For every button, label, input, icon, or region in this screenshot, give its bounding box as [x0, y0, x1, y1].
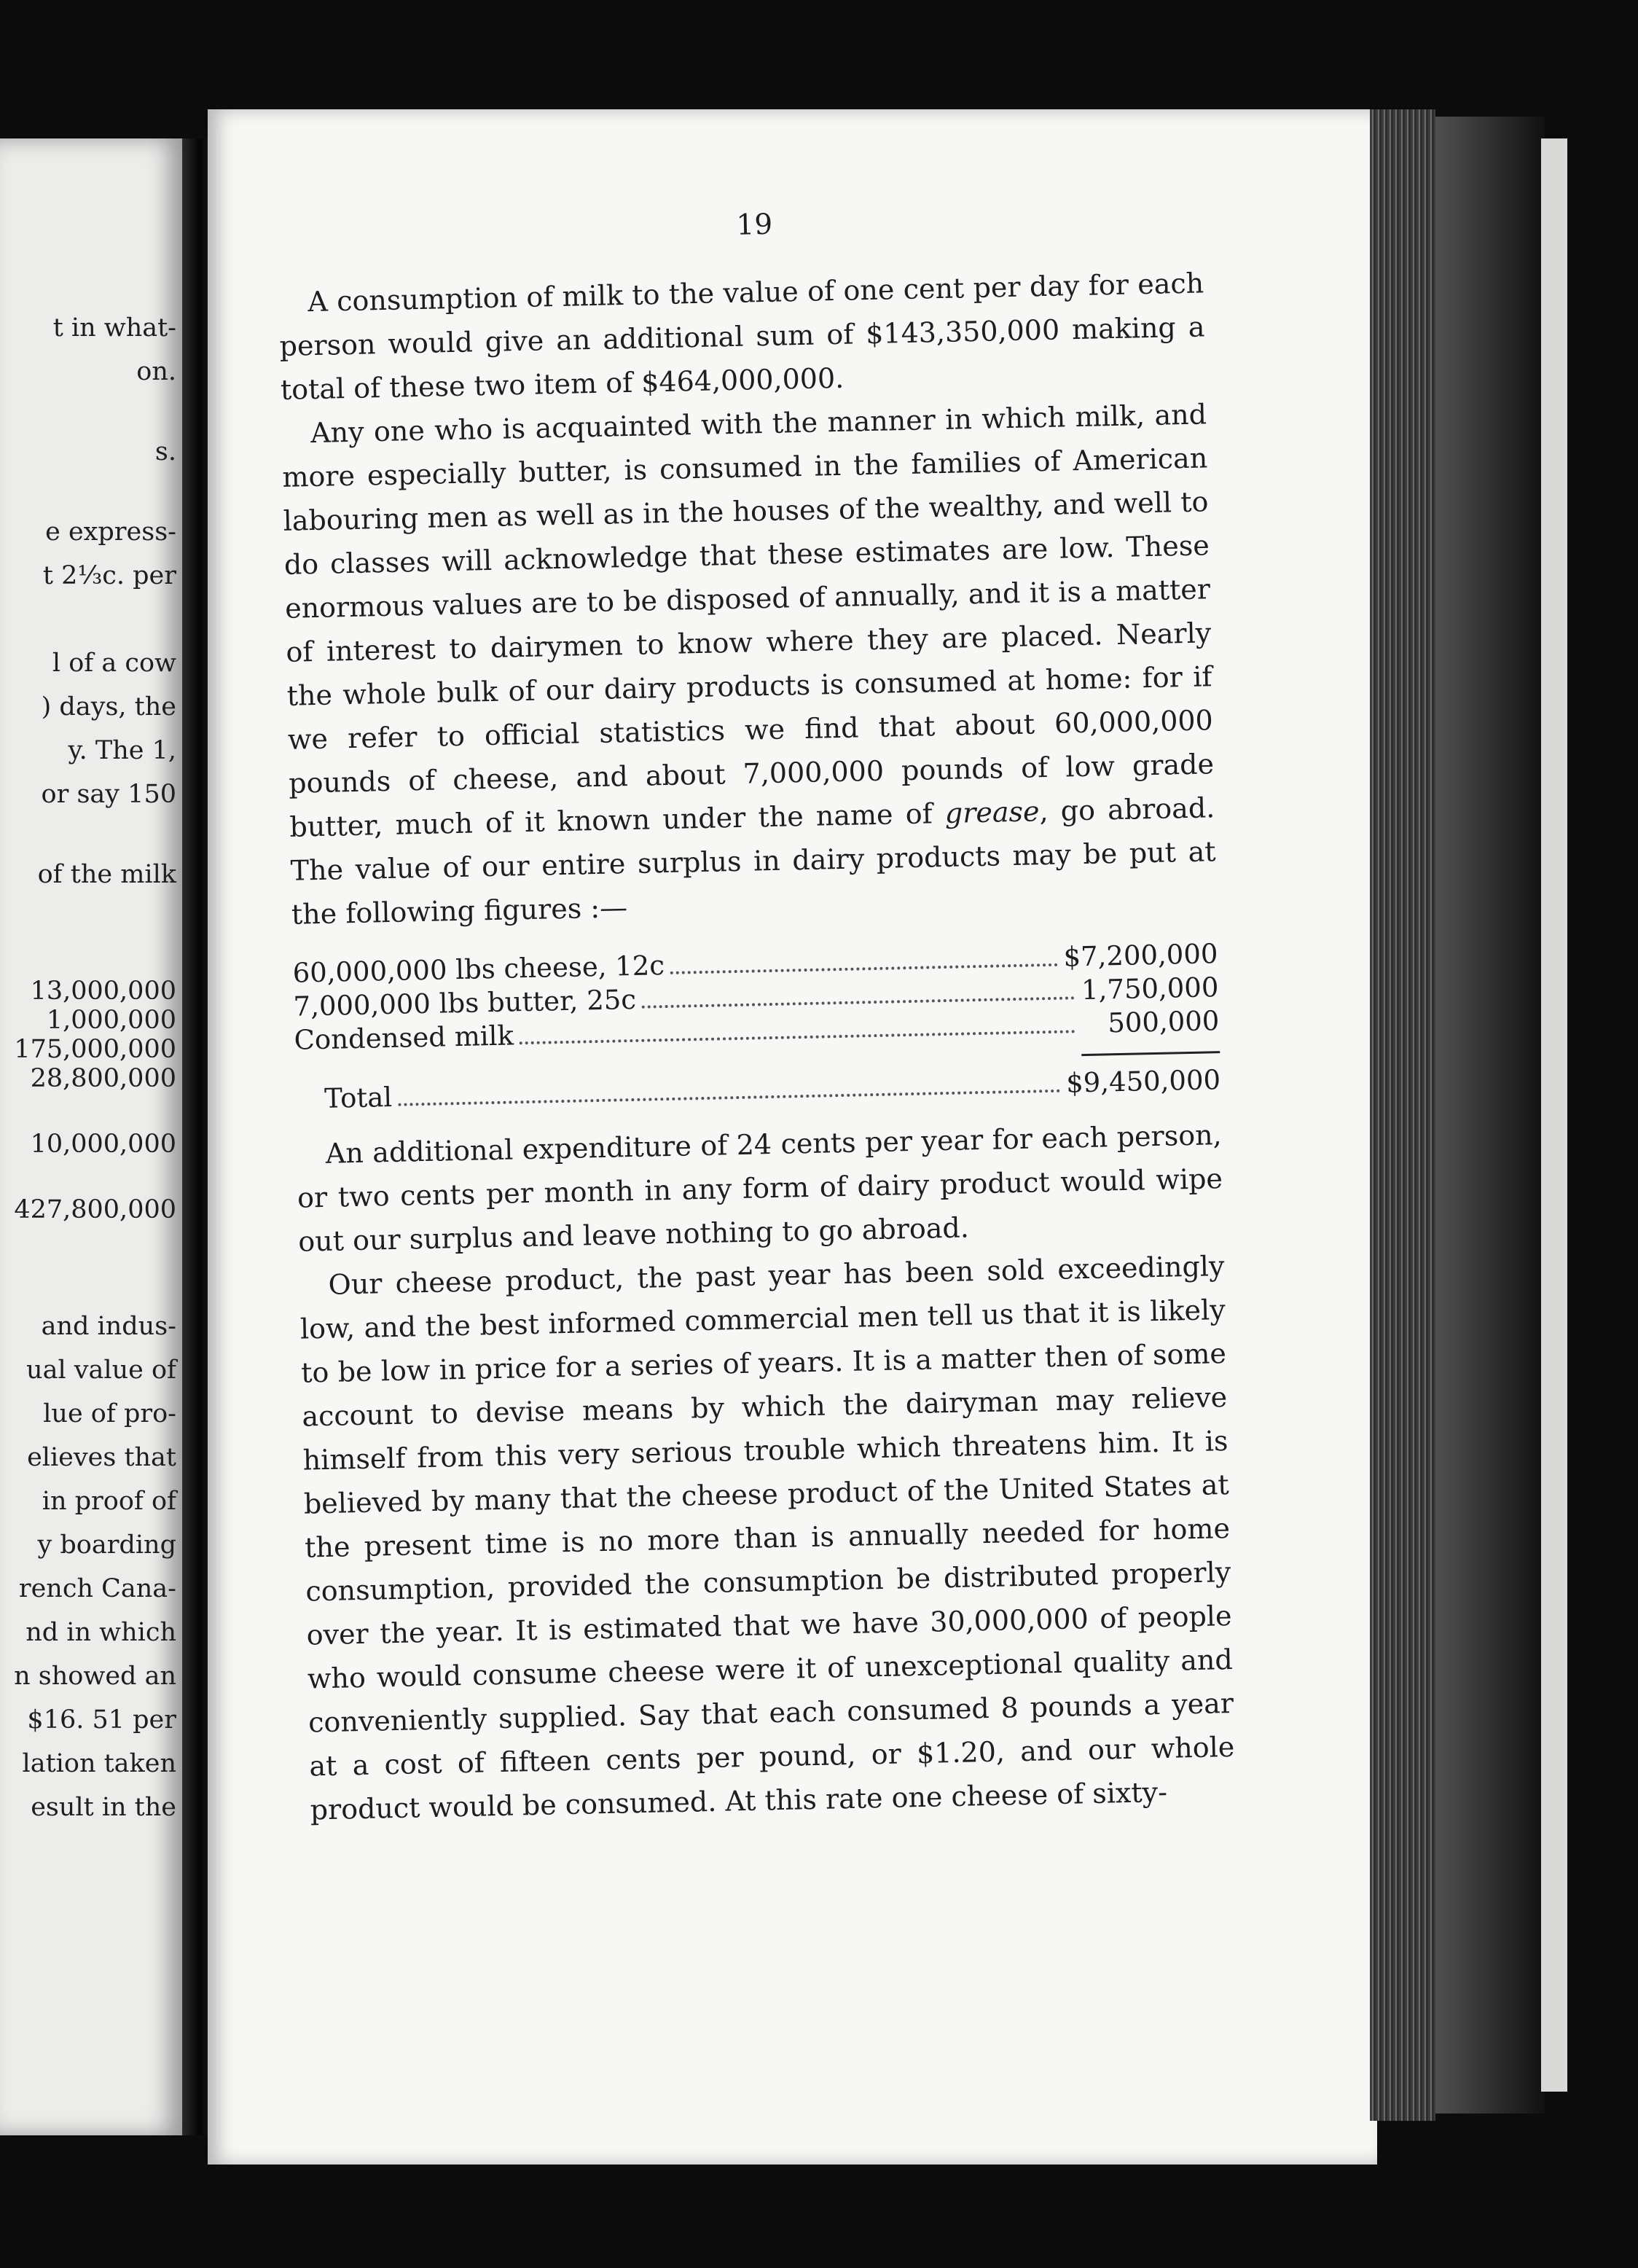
total-label: Total — [324, 1081, 393, 1114]
row-label: 7,000,000 lbs butter, 25c — [293, 983, 637, 1022]
left-fragment: 28,800,000 — [30, 1064, 176, 1093]
left-fragment: l of a cow — [52, 649, 176, 678]
row-value: 1,750,000 — [1081, 971, 1219, 1006]
left-fragment: lue of pro- — [43, 1399, 176, 1428]
page-content — [277, 199, 1236, 1831]
paragraph — [281, 392, 1218, 936]
left-fragment: esult in the — [31, 1793, 176, 1822]
left-fragment: rench Cana- — [18, 1574, 176, 1603]
left-page-fragment — [0, 138, 182, 2135]
left-fragment: t in what- — [52, 313, 176, 343]
left-fragment: t 2⅓c. per — [42, 561, 176, 590]
left-fragment: on. — [136, 357, 176, 386]
book-cover — [1435, 117, 1545, 2113]
left-fragment: ual value of — [26, 1356, 176, 1385]
paragraph: An additional expenditure of 24 cents per year for each person, or two cents per month in any form of dairy product would wipe out our surplus and leave nothing to go abroad. — [297, 1119, 1223, 1258]
left-fragment: of the milk — [37, 860, 176, 889]
left-fragment: 10,000,000 — [30, 1130, 176, 1159]
left-fragment: e express- — [45, 517, 176, 547]
left-fragment: 175,000,000 — [14, 1035, 176, 1064]
left-fragment: y. The 1, — [68, 736, 176, 765]
leader-dots — [398, 1090, 1060, 1106]
row-label: 60,000,000 lbs cheese, 12c — [292, 950, 665, 989]
paragraph: A consumption of milk to the value of one cent per day for each person would give an additional sum of $143,350,000 making a total of these two item of $464,000,000. — [279, 267, 1205, 406]
row-label: Condensed milk — [294, 1020, 514, 1056]
book-gutter — [182, 138, 211, 2135]
sum-rule — [1081, 1051, 1220, 1056]
row-value: $7,200,000 — [1063, 938, 1218, 973]
left-fragment: nd in which — [26, 1618, 176, 1647]
left-fragment: in proof of — [42, 1487, 176, 1516]
left-fragment: ) days, the — [41, 692, 176, 722]
left-fragment: and indus- — [41, 1312, 176, 1341]
leader-dots — [520, 1030, 1075, 1044]
left-fragment: 13,000,000 — [30, 977, 176, 1006]
left-fragment: n showed an — [14, 1662, 176, 1691]
left-fragment: s. — [154, 437, 176, 466]
paragraph-text: Any one who is acquainted with the manner in which milk, and more especially butter, is consumed in the families of American labouring men as well as in the houses of the wealthy, and well to do classes will acknowledge that these estimates are low. These enormous values are to be disposed of annually, and it is a matter of interest to dairymen to know where they are placed. Nearly the whole bulk of our dairy products is consumed at home: for if we refer to official statistics we find that about 60,000,000 pounds of cheese, and about 7,000,000 pounds of low grade butter, much of it known under the name of — [281, 398, 1215, 843]
left-fragment: or say 150 — [41, 780, 176, 809]
cover-edge — [1541, 138, 1567, 2092]
surplus-table — [292, 937, 1220, 1117]
left-fragment: 1,000,000 — [46, 1006, 176, 1035]
left-fragment: 427,800,000 — [14, 1195, 176, 1224]
leader-dots — [670, 963, 1058, 974]
left-fragment: elieves that — [27, 1443, 176, 1472]
left-fragment: $16. 51 per — [27, 1705, 176, 1735]
paragraph: Our cheese product, the past year has been sold exceedingly low, and the best informed commercial men tell us that it is likely to be low in price for a series of years. It is a matter then of some account to devise means by which the dairyman may relieve himself from this very serious trouble which threatens him. It is believed by many that the cheese product of the United States at the present time is no more than is annually needed for home consumption, provided the consumption be distributed properly over the year. It is estimated that we have 30,000,000 of people who would consume cheese were it of unexceptional quality and conveniently supplied. Say that each consumed 8 pounds a year at a cost of fifteen cents per pound, or $1.20, and our whole product would be consumed. At this rate one cheese of sixty- — [299, 1250, 1235, 1826]
row-value: 500,000 — [1107, 1005, 1220, 1039]
total-value: $9,450,000 — [1065, 1064, 1221, 1099]
paragraph-text: , go abroad. The value of our entire surplus in dairy products may be put at the following figures :— — [290, 791, 1216, 931]
emphasized-word: grease — [944, 795, 1040, 829]
page-edges — [1370, 109, 1435, 2121]
table-total-row — [295, 1063, 1221, 1117]
leader-dots — [642, 996, 1075, 1008]
left-fragment: y boarding — [37, 1530, 176, 1560]
left-fragment: lation taken — [22, 1749, 176, 1778]
page-number: 19 — [736, 208, 773, 242]
